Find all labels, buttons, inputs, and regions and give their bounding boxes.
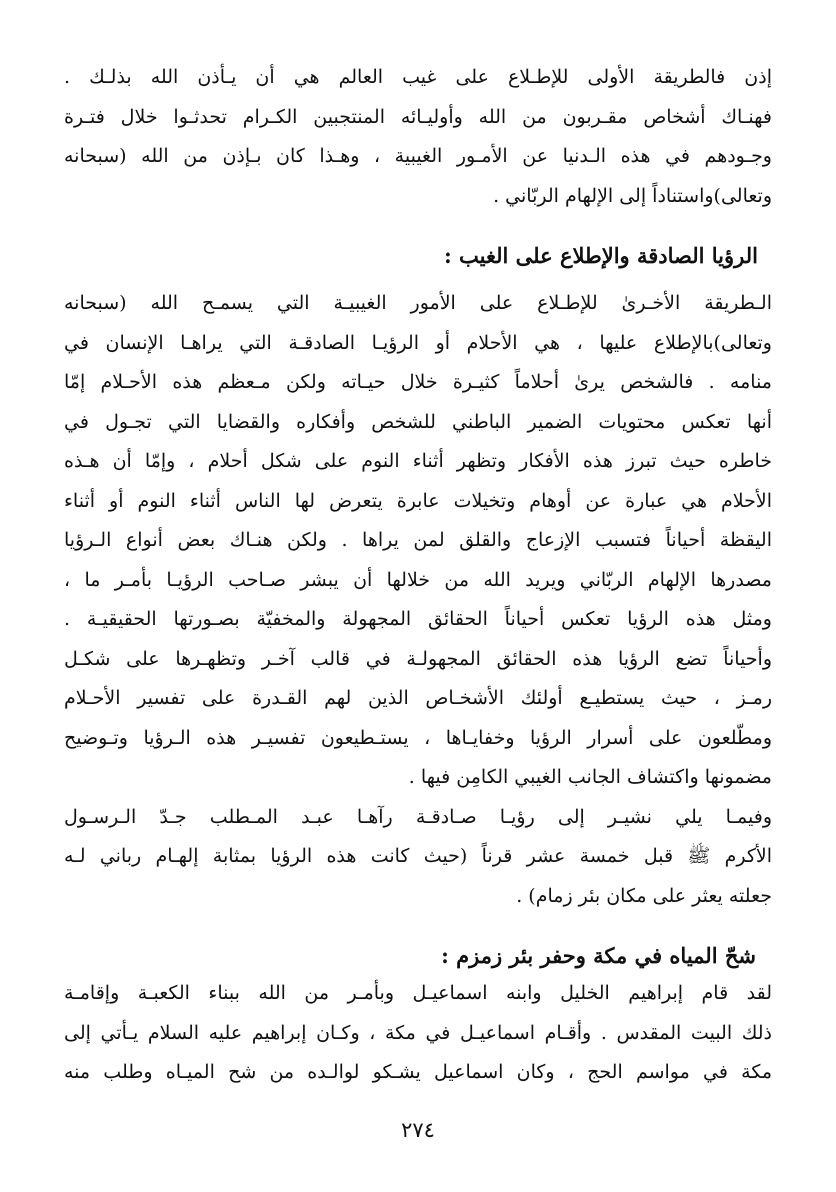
paragraph-2-line-7: اليقظة أحياناً فتسبب الإزعاج والقلق لمن يراها . ولكن هنـاك بعض أنواع الـرؤيا — [64, 529, 772, 551]
paragraph-1 — [64, 58, 772, 216]
paragraph-2-line-3: منامه . فالشخص يرىٰ أحلاماً كثيـرة خلال حيـاته ولكن مـعظم هذه الأحـلام إمّا — [64, 371, 772, 393]
page-number: ٢٧٤ — [401, 1118, 435, 1142]
paragraph-1-line-2: فهنـاك أشخاص مقـربون من الله وأوليـائه المنتجبين الكـرام تحدثـوا خلال فتـرة — [64, 105, 772, 128]
paragraph-3-line-2: ذلك البيت المقدس . وأقـام اسماعيـل في مكة ، وكـان إبراهيم عليه السلام يـأتي إلى — [64, 1021, 772, 1044]
paragraph-2-line-1: الـطريقة الأخـرىٰ للإطـلاع على الأمور الغيبيـة التي يسمـح الله (سبحانه — [64, 292, 772, 314]
paragraph-2-line-9: ومثل هذه الرؤيا تعكس أحياناً الحقائق المجهولة والمخفيّة بصـورتها الحقيقيـة . — [64, 608, 772, 630]
paragraph-2-line-5: خاطره حيث تبرز هذه الأفكار وتظهر أثناء النوم على شكل أحلام ، وإمّا أن هـذه — [64, 450, 772, 472]
paragraph-2-line-11: رمـز ، حيث يستطيـع أولئك الأشخـاص الذين لهم القـدرة على تفسير الأحـلام — [64, 687, 772, 709]
paragraph-2-line-14: وفيمـا يلي نشيـر إلى رؤيـا صـادقـة رآهـا عبـد المـطلب جـدّ الـرسـول — [64, 805, 772, 828]
section-heading-zamzam — [64, 936, 772, 976]
paragraph-1-line-4: وتعالى)واستناداً إلى الإلهام الربّاني . — [493, 184, 772, 207]
paragraph-2-line-12: ومطّلعون على أسرار الرؤيا وخفايـاها ، يستـطيعون تفسيـر هذه الـرؤيا وتـوضيح — [64, 726, 772, 749]
paragraph-2-line-16: جعلته يعثر على مكان بئر زمام) . — [516, 884, 772, 907]
section-heading-dreams-text: الرؤيا الصادقة والإطلاع على الغيب : — [443, 243, 758, 268]
paragraph-2-line-10: وأحياناً تضع الرؤيا هذه الحقائق المجهولـة في قالب آخـر وتظهـرها على شكـل — [64, 647, 772, 670]
paragraph-3 — [64, 974, 772, 1093]
paragraph-1-line-1: إذن فالطريقة الأولى للإطـلاع على غيب العالم هي أن يـأذن الله بذلـك . — [64, 66, 772, 88]
section-heading-zamzam-text: شحّ المياه في مكة وحفر بئر زمزم : — [441, 943, 756, 968]
paragraph-3-line-3: مكة في مواسم الحج ، وكان اسماعيل يشـكو لوالـده من شح الميـاه وطلب منه — [64, 1061, 772, 1083]
paragraph-2-line-4: أنها تعكس محتويات الضمير الباطني للشخص وأفكاره والقضايا التي تجـول في — [64, 410, 772, 433]
paragraph-2-line-15: الأكرم ﷺ قبل خمسة عشر قرناً (حيث كانت هذه الرؤيا بمثابة إلهـام رباني لـه — [64, 845, 772, 867]
paragraph-2 — [64, 284, 772, 916]
paragraph-2-line-2: وتعالى)بالإطلاع عليها ، هي الأحلام أو الرؤيـا الصادقـة التي يراهـا الإنسان في — [64, 331, 772, 354]
paragraph-1-line-3: وجـودهم في هذه الـدنيا عن الأمـور الغيبية ، وهـذا كان بـإذن من الله (سبحانه — [64, 145, 772, 167]
paragraph-2-line-13: مضمونها واكتشاف الجانب الغيبي الكامِن فيها . — [408, 766, 772, 788]
paragraph-3-line-1: لقد قام إبراهيم الخليل وابنه اسماعيـل وبأمـر من الله ببناء الكعبـة وإقامـة — [64, 982, 772, 1004]
paragraph-2-line-6: الأحلام هي عبارة عن أوهام وتخيلات عابرة يتعرض لها الناس أثناء النوم أو أثناء — [64, 489, 772, 512]
section-heading-dreams — [64, 236, 772, 276]
paragraph-2-line-8: مصدرها الإلهام الربّاني ويريد الله من خلالها أن يبشر صـاحب الرؤيـا بأمـر ما ، — [64, 568, 772, 591]
